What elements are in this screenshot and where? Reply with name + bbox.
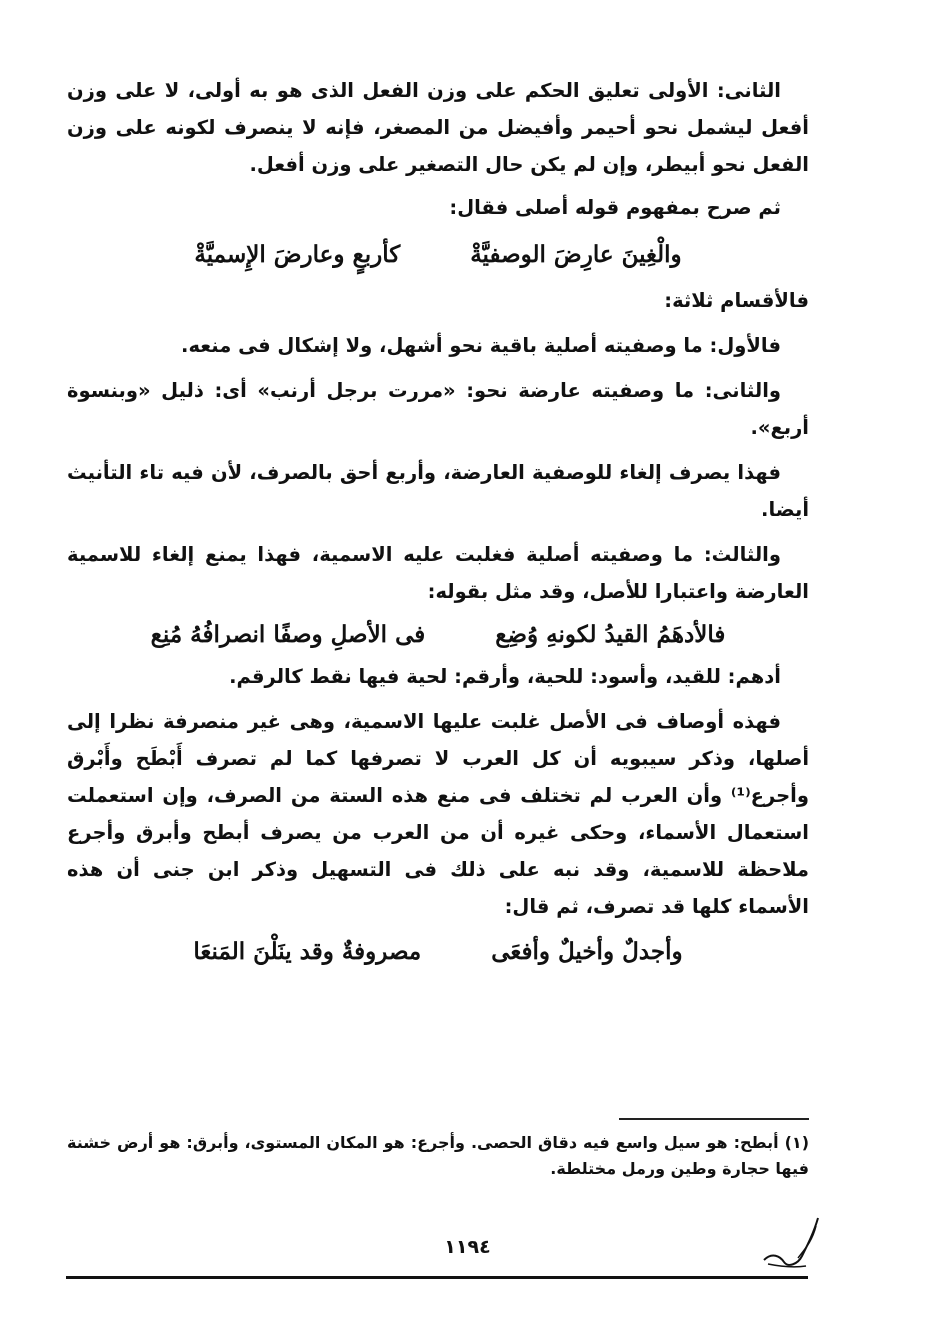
verse-line bbox=[67, 931, 809, 973]
main-text-top bbox=[67, 72, 809, 973]
verse-line bbox=[67, 614, 809, 656]
paragraph: فالأقسام ثلاثة: bbox=[664, 289, 809, 312]
footnote-separator bbox=[619, 1118, 809, 1120]
verse-hemistich-left: كأربعٍ وعارضَ الإِسميَّةْ bbox=[194, 241, 401, 268]
paragraph: والثالث: ما وصفيته أصلية فغلبت عليه الاسمية، فهذا يمنع إلغاء للاسمية العارضة واعتبارا للأصل، وقد مثل بقوله: bbox=[67, 543, 809, 603]
paragraph: فهذه أوصاف فى الأصل غلبت عليها الاسمية، وهى غير منصرفة نظرا إلى أصلها، وذكر سيبويه أن كل العرب لا تصرفها كما لم تصرف أَبْطَح وأَبْرق وأجرع⁽¹⁾ وأن العرب لم تختلف فى منع هذه الستة من الصرف، وإن استعملت استعمال الأسماء، وحكى غيره أن من العرب من يصرف أبطح وأبرق وأجرع ملاحظة للاسمية، وقد نبه على ذلك فى التسهيل وذكر ابن جنى أن هذه الأسماء كلها قد تصرف، ثم قال: bbox=[67, 710, 809, 918]
footnote: (١) أبطح: هو سيل واسع فيه دقاق الحصى. وأجرع: هو المكان المستوى، وأبرق: هو أرض خشنة فيها حجارة وطين ورمل مختلطة. bbox=[67, 1133, 809, 1178]
verse-hemistich-right: فالأدهَمُ القيدُ لكونهِ وُضِع bbox=[495, 621, 726, 648]
paragraph: الثانى: الأولى تعليق الحكم على وزن الفعل الذى هو به أولى، لا على وزن أفعل ليشمل نحو أحيمر وأفيضل من المصغر، فإنه لا ينصرف لكونه على وزن الفعل نحو أبيطر، وإن لم يكن حال التصغير على وزن أفعل. bbox=[67, 79, 809, 176]
verse-line bbox=[67, 234, 809, 276]
paragraph: فالأول: ما وصفيته أصلية باقية نحو أشهل، ولا إشكال فى منعه. bbox=[181, 334, 781, 357]
signature-mark-icon bbox=[758, 1212, 822, 1274]
verse-hemistich-left: فى الأصلِ وصفًا انصرافُهُ مُنِع bbox=[150, 621, 426, 648]
page-bottom-rule bbox=[66, 1276, 808, 1279]
verse-hemistich-right: والْغِينَ عارِضَ الوصفيَّةْ bbox=[470, 241, 682, 268]
page-number: ١١٩٤ bbox=[444, 1236, 491, 1258]
verse-hemistich-right: وأجدلٌ وأخيلٌ وأفعَى bbox=[491, 938, 683, 965]
paragraph: فهذا يصرف إلغاء للوصفية العارضة، وأربع أحق بالصرف، لأن فيه تاء التأنيث أيضا. bbox=[67, 461, 809, 521]
paragraph: ثم صرح بمفهوم قوله أصلى فقال: bbox=[449, 196, 781, 219]
paragraph: والثانى: ما وصفيته عارضة نحو: «مررت برجل أرنب» أى: ذليل «وبنسوة أربع». bbox=[67, 379, 809, 439]
paragraph: أدهم: للقيد، وأسود: للحية، وأرقم: لحية فيها نقط كالرقم. bbox=[229, 665, 781, 688]
verse-hemistich-left: مصروفةٌ وقد ينَلْنَ المَنعَا bbox=[193, 938, 422, 965]
